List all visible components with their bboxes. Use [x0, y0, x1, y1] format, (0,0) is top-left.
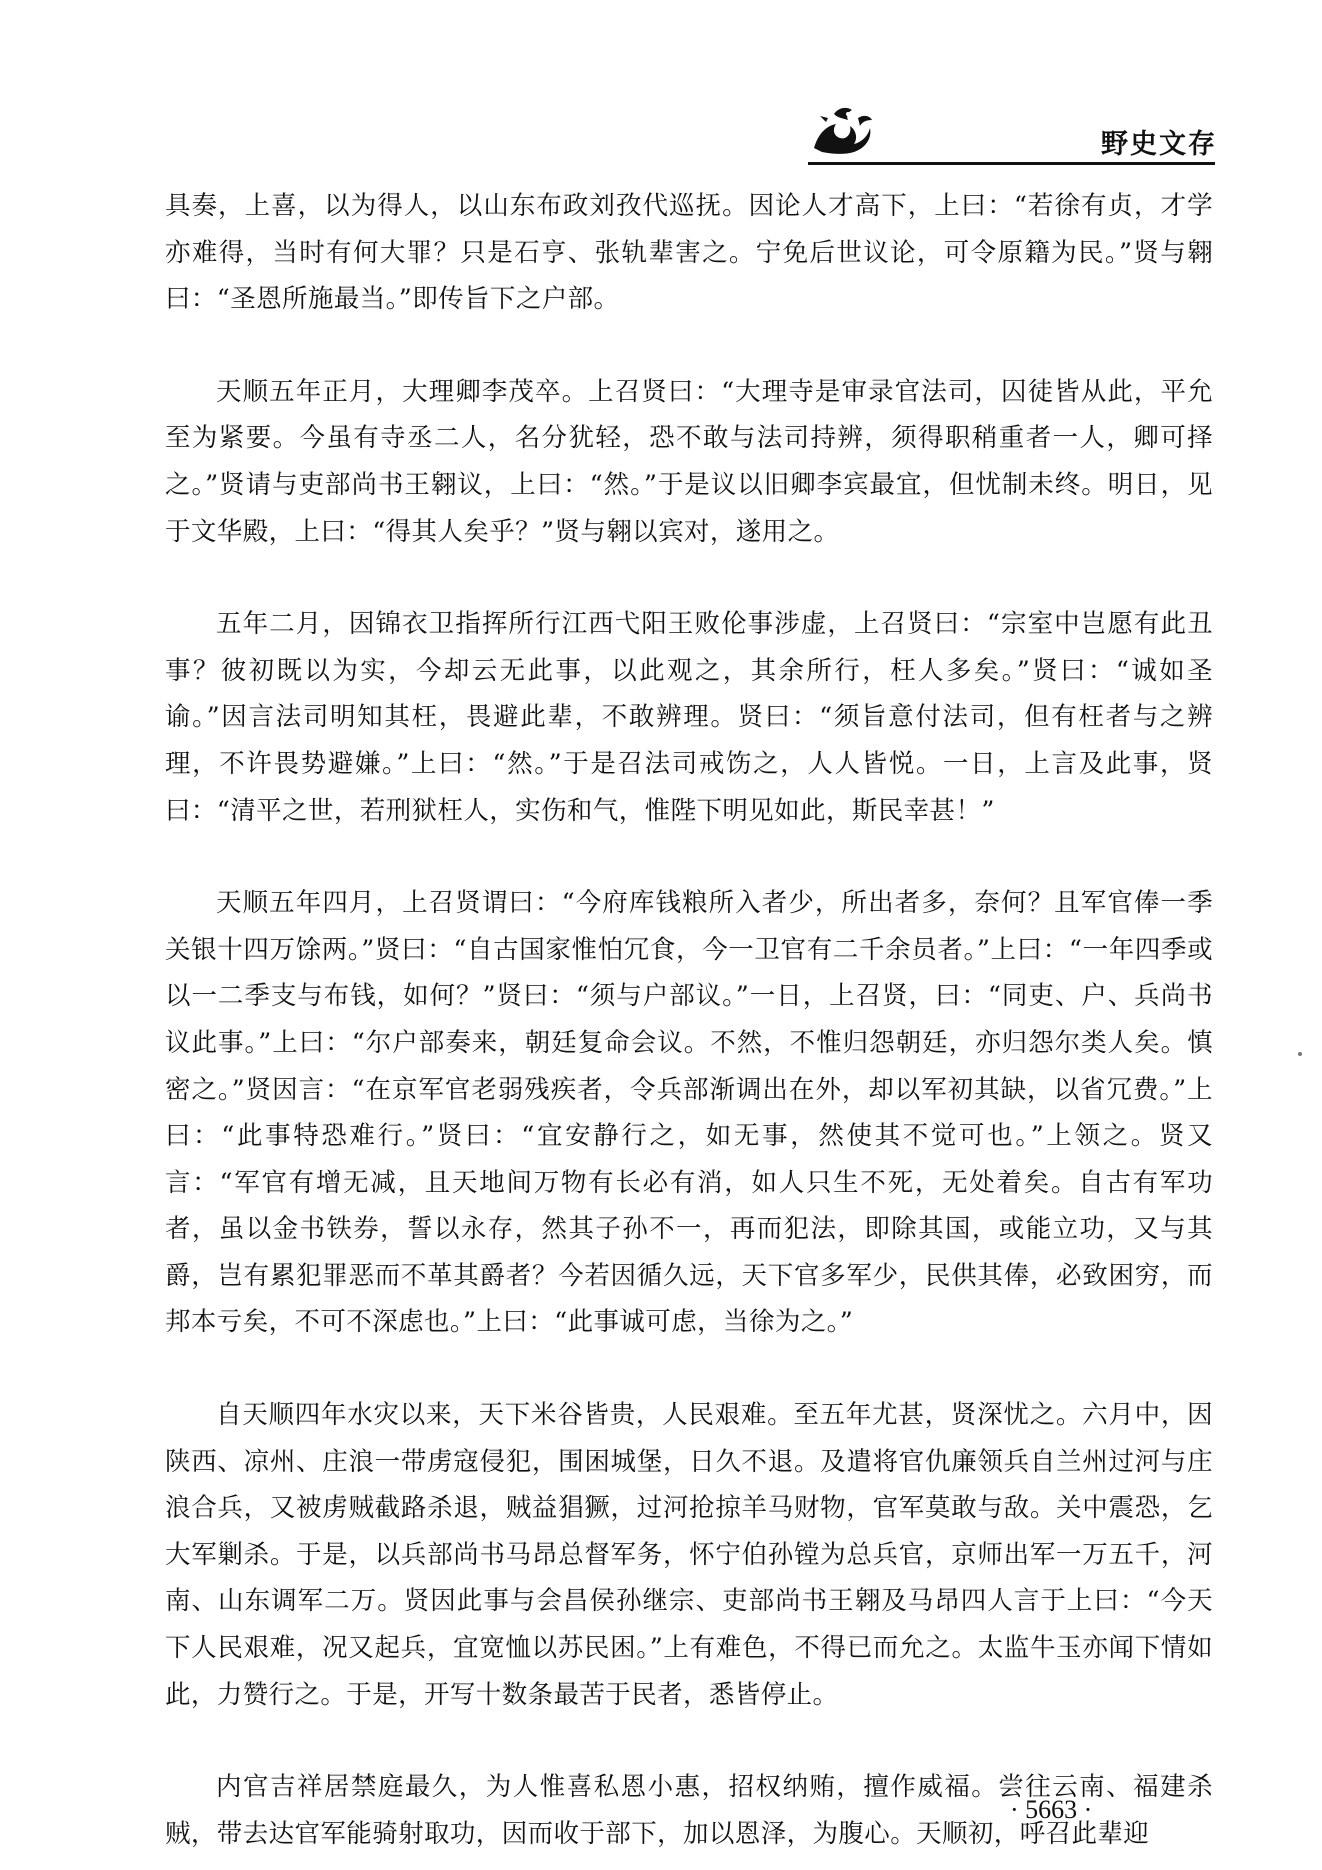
dragon-emblem-icon [808, 104, 876, 160]
page-number: · 5663 · [1010, 1795, 1093, 1824]
paragraph: 具奏，上喜，以为得人，以山东布政刘孜代巡抚。因论人才高下，上曰：“若徐有贞，才学亦难得，当时有何大罪？只是石亨、张轨辈害之。宁免后世议论，可令原籍为民。”贤与翱曰：“圣恩所施最当。”即传旨下之户部。 [165, 191, 1213, 315]
header-divider [808, 162, 1215, 165]
paragraph: 天顺五年四月，上召贤谓曰：“今府库钱粮所入者少，所出者多，奈何？且军官俸一季关银十四万馀两。”贤曰：“自古国家惟怕冗食，今一卫官有二千余员者。”上曰：“一年四季或以一二季支与布钱，如何？”贤曰：“须与户部议。”一日，上召贤，曰：“同吏、户、兵尚书议此事。”上曰：“尔户部奏来，朝廷复命会议。不然，不惟归怨朝廷，亦归怨尔类人矣。慎密之。”贤因言：“在京军官老弱残疾者，令兵部渐调出在外，却以军初其缺，以省冗费。”上曰：“此事特恐难行。”贤曰：“宜安静行之，如无事，然使其不觉可也。”上领之。贤又言：“军官有增无减，且天地间万物有长必有消，如人只生不死，无处着矣。自古有军功者，虽以金书铁券，誓以永存，然其子孙不一，再而犯法，即除其国，或能立功，又与其爵，岂有累犯罪恶而不革其爵者？今若因循久远，天下官多军少，民供其俸，必致困穷，而邦本亏矣，不可不深虑也。”上曰：“此事诚可虑，当徐为之。” [165, 888, 1213, 1338]
body-text [165, 183, 1213, 1857]
header-title: 野史文存 [1101, 129, 1217, 160]
paragraph: 内官吉祥居禁庭最久，为人惟喜私恩小惠，招权纳贿，擅作威福。尝往云南、福建杀贼，带去达官军能骑射取功，因而收于部下，加以恩泽，为腹心。天顺初，呼召此辈迎 [165, 1772, 1213, 1849]
paragraph: 五年二月，因锦衣卫指挥所行江西弋阳王败伦事涉虚，上召贤曰：“宗室中岂愿有此丑事？彼初既以为实，今却云无此事，以此观之，其余所行，枉人多矣。”贤曰：“诚如圣谕。”因言法司明知其枉，畏避此辈，不敢辨理。贤曰：“须旨意付法司，但有枉者与之辨理，不许畏势避嫌。”上曰：“然。”于是召法司戒饬之，人人皆悦。一日，上言及此事，贤曰：“清平之世，若刑狱枉人，实伤和气，惟陛下明见如此，斯民幸甚！” [165, 609, 1213, 826]
paragraph: 自天顺四年水灾以来，天下米谷皆贵，人民艰难。至五年尤甚，贤深忧之。六月中，因陕西、凉州、庄浪一带虏寇侵犯，围困城堡，日久不退。及遣将官仇廉领兵自兰州过河与庄浪合兵，又被虏贼截路杀退，贼益猖獗，过河抢掠羊马财物，官军莫敢与敌。关中震恐，乞大军剿杀。于是，以兵部尚书马昂总督军务，怀宁伯孙镗为总兵官，京师出军一万五千，河南、山东调军二万。贤因此事与会昌侯孙继宗、吏部尚书王翱及马昂四人言于上曰：“今天下人民艰难，况又起兵，宜宽恤以苏民困。”上有难色，不得已而允之。太监牛玉亦闻下情如此，力赞行之。于是，开写十数条最苦于民者，悉皆停止。 [165, 1400, 1213, 1710]
paragraph: 天顺五年正月，大理卿李茂卒。上召贤曰：“大理寺是审录官法司，囚徒皆从此，平允至为紧要。今虽有寺丞二人，名分犹轻，恐不敢与法司持辨，须得职稍重者一人，卿可择之。”贤请与吏部尚书王翱议，上曰：“然。”于是议以旧卿李宾最宜，但忧制未终。明日，见于文华殿，上曰：“得其人矣乎？”贤与翱以宾对，遂用之。 [165, 376, 1213, 547]
scan-speck [1298, 1052, 1302, 1056]
